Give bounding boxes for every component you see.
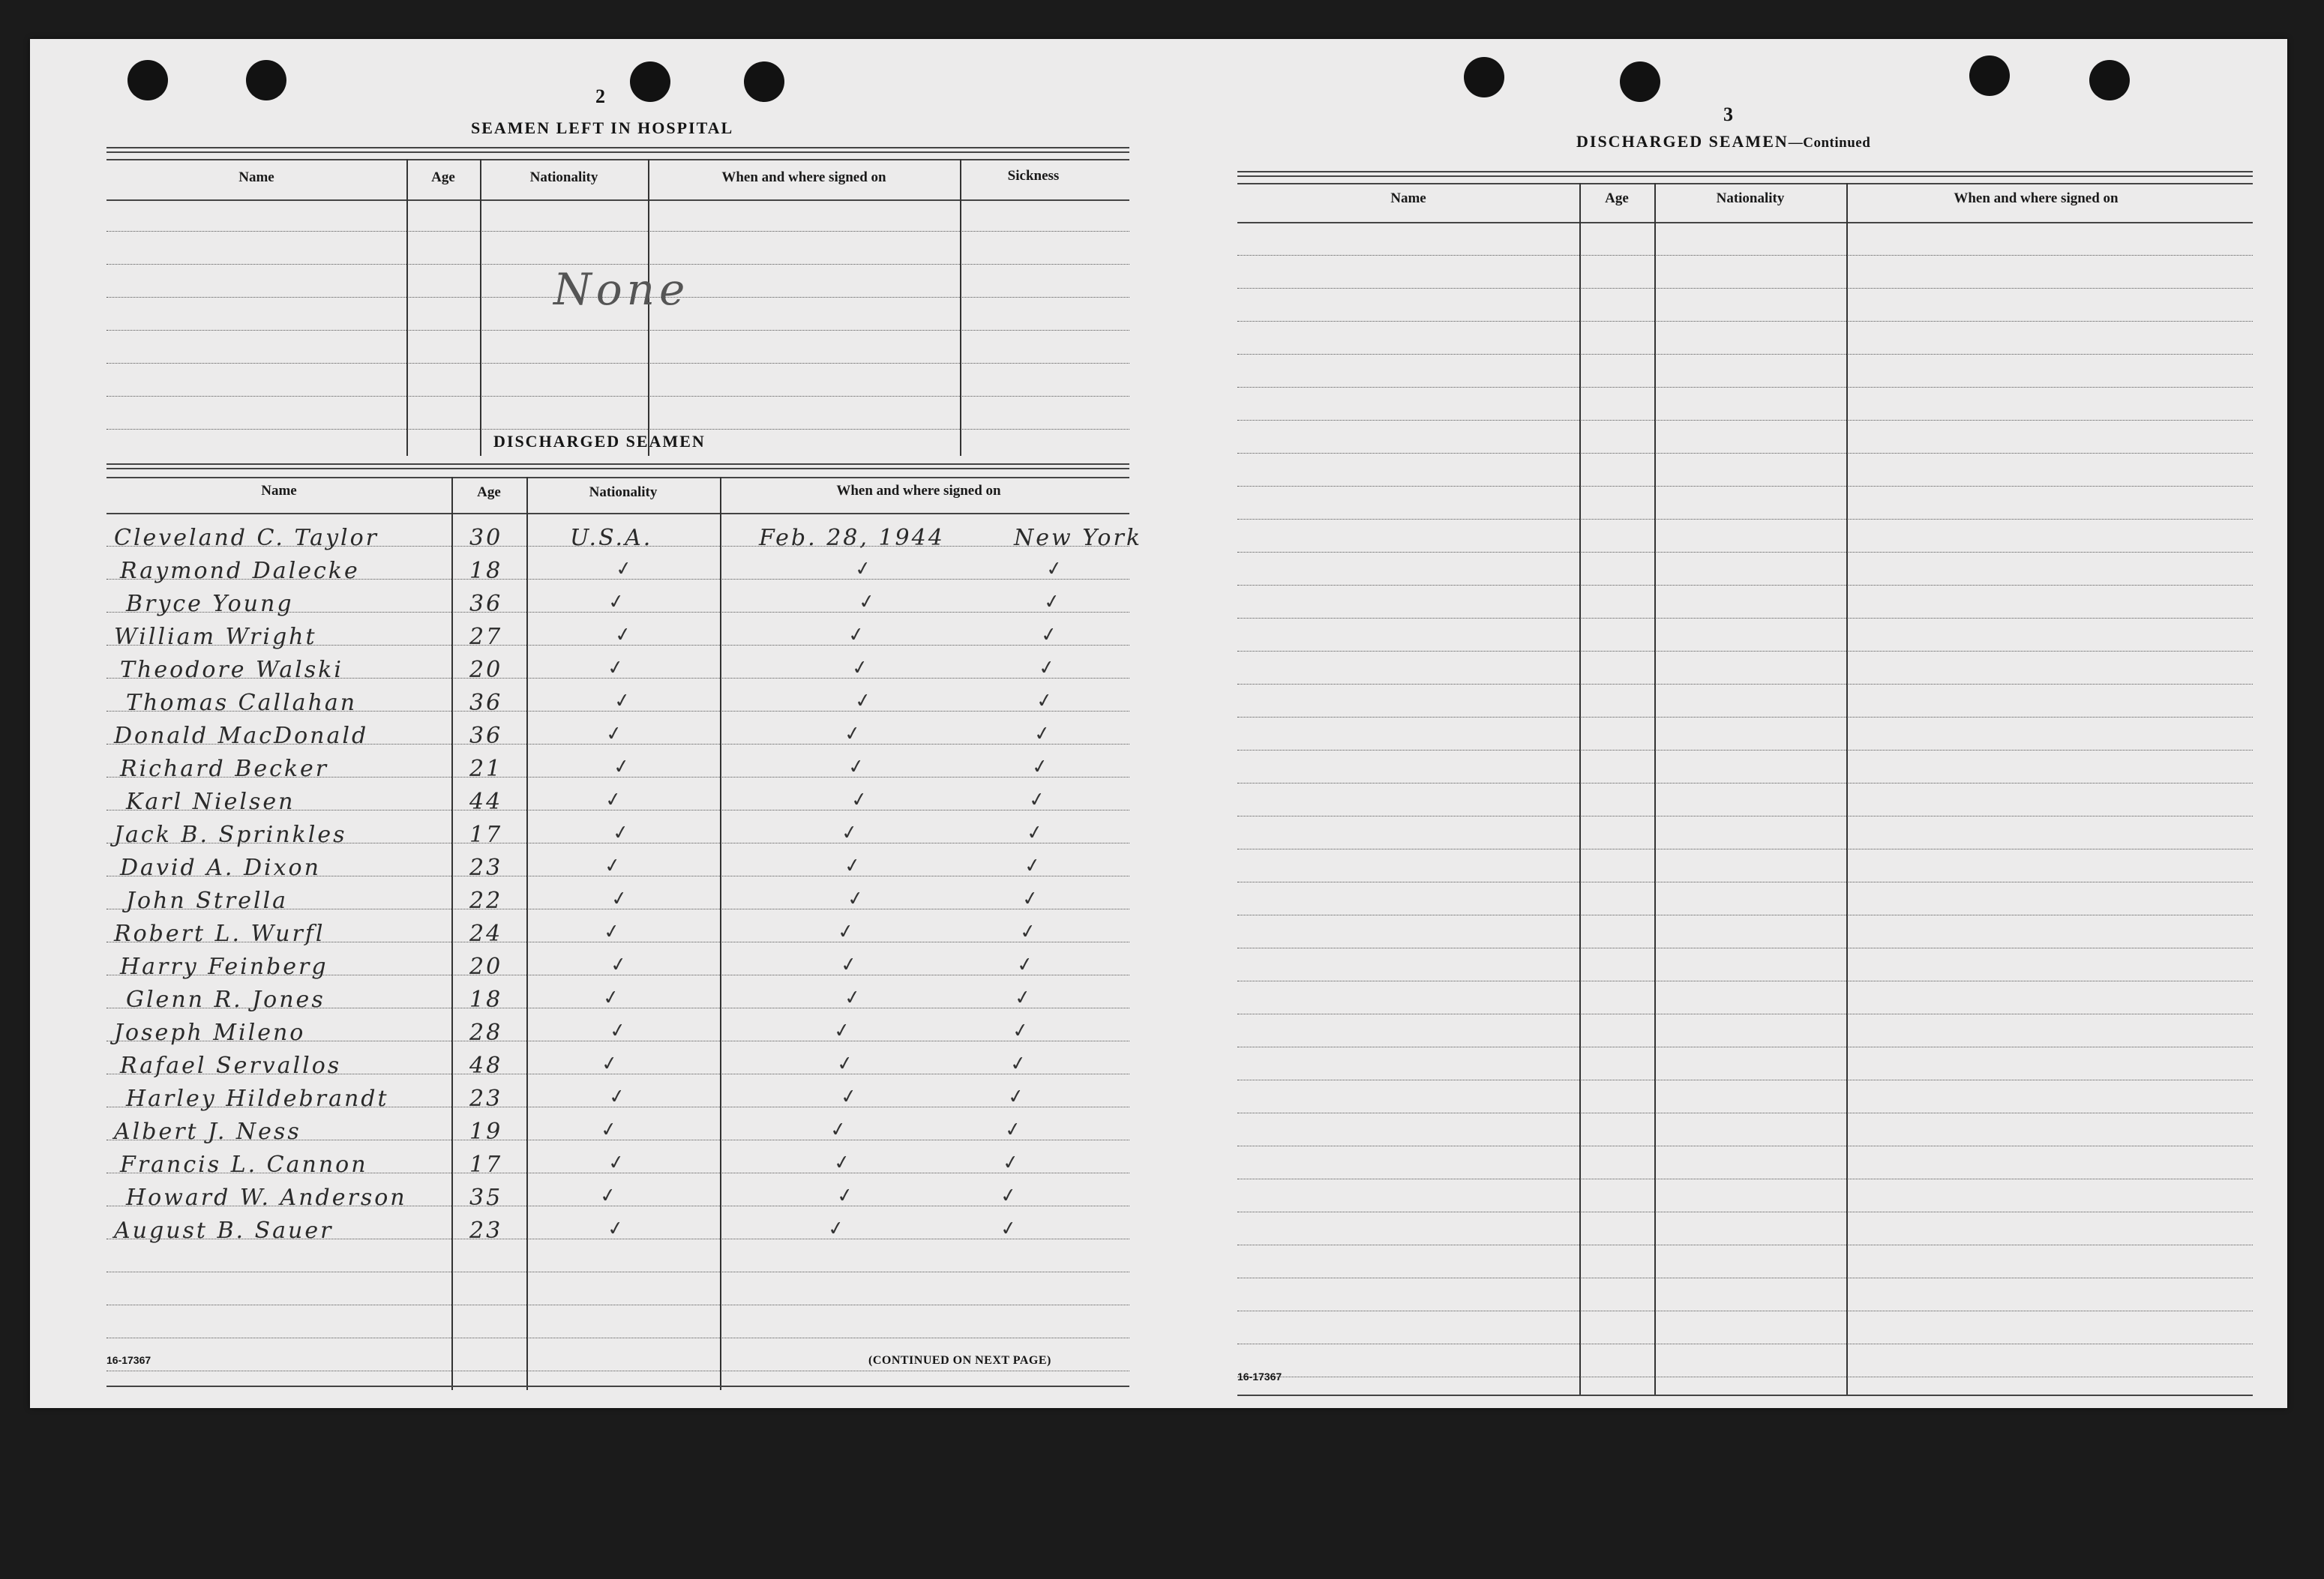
seaman-name: Karl Nielsen <box>126 789 295 815</box>
divider <box>106 159 1129 160</box>
ditto-tick-place: ✓ <box>1001 1150 1021 1176</box>
seaman-name: Raymond Dalecke <box>120 558 360 584</box>
ditto-tick-nationality: ✓ <box>606 1216 625 1242</box>
seaman-age: 35 <box>469 1185 503 1211</box>
divider <box>106 477 1129 478</box>
col-header-age: Age <box>1605 190 1629 206</box>
punch-hole <box>630 61 670 102</box>
ditto-tick-place: ✓ <box>1003 1117 1024 1143</box>
seaman-name: Albert J. Ness <box>114 1119 301 1145</box>
ditto-tick-date: ✓ <box>835 1051 856 1077</box>
ditto-tick-date: ✓ <box>829 1117 848 1143</box>
seaman-name: Jack B. Sprinkles <box>114 822 347 848</box>
ditto-tick-date: ✓ <box>835 1183 855 1209</box>
row-rule <box>1237 717 2253 718</box>
seaman-name: David A. Dixon <box>120 855 321 881</box>
seaman-name: Robert L. Wurfl <box>114 921 325 947</box>
form-number-left: 16-17367 <box>106 1354 151 1366</box>
column-divider <box>720 477 721 1390</box>
seaman-age: 21 <box>469 756 503 782</box>
ditto-tick-nationality: ✓ <box>614 556 634 582</box>
page-number-right: 3 <box>1723 103 1733 125</box>
divider <box>106 513 1129 514</box>
hospital-section-title: SEAMEN LEFT IN HOSPITAL <box>471 118 734 137</box>
ditto-tick-nationality: ✓ <box>601 919 622 945</box>
row-rule <box>1237 453 2253 454</box>
ditto-tick-nationality: ✓ <box>599 1117 619 1143</box>
ditto-tick-date: ✓ <box>850 655 870 681</box>
ditto-tick-place: ✓ <box>1025 820 1045 846</box>
punch-hole <box>1969 55 2010 96</box>
row-rule <box>1237 354 2253 355</box>
ditto-tick-place: ✓ <box>1008 1051 1028 1077</box>
ditto-tick-nationality: ✓ <box>608 1018 628 1044</box>
ditto-tick-date: ✓ <box>850 787 869 813</box>
column-divider <box>1654 183 1656 1396</box>
ditto-tick-date: ✓ <box>832 1018 852 1044</box>
ditto-tick-place: ✓ <box>1018 919 1038 945</box>
seaman-age: 36 <box>469 591 503 617</box>
ditto-tick-place: ✓ <box>1042 589 1062 615</box>
row-rule <box>1237 783 2253 784</box>
divider <box>1237 222 2253 223</box>
ditto-tick-nationality: ✓ <box>600 1051 620 1077</box>
col-header-name: Name <box>1390 190 1426 206</box>
seaman-name: Joseph Mileno <box>114 1020 306 1046</box>
seaman-name: Thomas Callahan <box>126 690 358 716</box>
ditto-tick-date: ✓ <box>853 688 873 714</box>
col-header-sickness: Sickness <box>1007 168 1060 184</box>
seaman-age: 28 <box>469 1020 503 1046</box>
row-rule <box>106 429 1129 430</box>
ditto-tick-date: ✓ <box>839 952 859 978</box>
col-header-signed-on: When and where signed on <box>721 169 886 185</box>
ditto-tick-place: ✓ <box>1030 754 1050 780</box>
seaman-name: Donald MacDonald <box>114 723 369 749</box>
divider <box>1237 1395 2253 1396</box>
row-rule <box>1237 486 2253 487</box>
seaman-name: Harry Feinberg <box>120 954 328 980</box>
row-rule <box>1237 585 2253 586</box>
ditto-tick-place: ✓ <box>999 1216 1018 1242</box>
ditto-tick-date: ✓ <box>835 919 856 945</box>
divider <box>106 147 1129 148</box>
ditto-tick-place: ✓ <box>1027 787 1048 813</box>
seaman-name: Richard Becker <box>120 756 329 782</box>
seaman-age: 23 <box>469 1218 503 1244</box>
divider <box>1237 183 2253 184</box>
row-rule <box>1237 552 2253 553</box>
seaman-age: 20 <box>469 954 503 980</box>
ditto-tick-nationality: ✓ <box>610 820 631 846</box>
divider <box>106 1386 1129 1387</box>
divider <box>106 151 1129 153</box>
ditto-tick-nationality: ✓ <box>606 589 626 615</box>
continued-note: (CONTINUED ON NEXT PAGE) <box>868 1354 1051 1367</box>
seaman-age: 23 <box>469 855 503 881</box>
seaman-age: 24 <box>469 921 503 947</box>
col-header-age: Age <box>431 169 455 185</box>
ditto-tick-place: ✓ <box>1015 952 1036 978</box>
ditto-tick-place: ✓ <box>1023 853 1042 879</box>
ditto-tick-nationality: ✓ <box>610 886 630 912</box>
seaman-age: 17 <box>469 1152 503 1178</box>
seaman-name: Francis L. Cannon <box>120 1152 368 1178</box>
ditto-tick-place: ✓ <box>1020 886 1040 912</box>
column-divider <box>1846 183 1848 1396</box>
seaman-age: 36 <box>469 690 503 716</box>
seaman-age: 48 <box>469 1053 503 1079</box>
ditto-tick-nationality: ✓ <box>604 721 625 747</box>
ditto-tick-place: ✓ <box>1035 688 1054 714</box>
discharged-continued-title <box>1576 132 1870 151</box>
handwritten-none: None <box>553 264 690 315</box>
seaman-age: 22 <box>469 888 503 914</box>
ditto-tick-place: ✓ <box>1013 985 1033 1011</box>
seaman-age: 19 <box>469 1119 503 1145</box>
row-rule <box>1237 684 2253 685</box>
row-rule <box>1237 420 2253 421</box>
page-number-left: 2 <box>595 85 605 107</box>
seaman-age: 27 <box>469 624 503 650</box>
divider <box>106 468 1129 469</box>
ditto-tick-place: ✓ <box>1011 1018 1030 1044</box>
punch-hole <box>2089 60 2130 100</box>
col-header-signed-on: When and where signed on <box>1954 190 2119 206</box>
ditto-tick-date: ✓ <box>843 721 863 747</box>
punch-hole <box>1464 57 1504 97</box>
ditto-tick-nationality: ✓ <box>607 1084 627 1110</box>
ditto-tick-place: ✓ <box>1039 622 1060 648</box>
ditto-tick-nationality: ✓ <box>611 754 631 780</box>
seaman-nationality: U.S.A. <box>570 525 653 551</box>
ditto-tick-nationality: ✓ <box>601 985 621 1011</box>
ditto-tick-nationality: ✓ <box>613 622 633 648</box>
col-header-nationality: Nationality <box>1716 190 1785 206</box>
ditto-tick-date: ✓ <box>843 853 862 879</box>
row-rule <box>1237 321 2253 322</box>
signed-on-place: New York <box>1014 525 1142 551</box>
seaman-name: Theodore Walski <box>120 657 343 683</box>
punch-hole <box>744 61 784 102</box>
col-header-name: Name <box>238 169 274 185</box>
seaman-name: Howard W. Anderson <box>126 1185 407 1211</box>
col-header-age: Age <box>477 484 501 500</box>
seaman-name: August B. Sauer <box>114 1218 334 1244</box>
column-divider <box>406 159 408 456</box>
seaman-name: Harley Hildebrandt <box>126 1086 389 1112</box>
row-rule <box>1237 651 2253 652</box>
signed-on-date: Feb. 28, 1944 <box>759 525 945 551</box>
divider <box>106 463 1129 465</box>
row-rule <box>1237 519 2253 520</box>
seaman-age: 23 <box>469 1086 503 1112</box>
seaman-age: 20 <box>469 657 503 683</box>
seaman-name: John Strella <box>126 888 289 914</box>
column-divider <box>960 159 961 456</box>
row-rule <box>106 363 1129 364</box>
ditto-tick-nationality: ✓ <box>609 952 628 978</box>
column-divider <box>480 159 481 456</box>
row-rule <box>1237 618 2253 619</box>
seaman-name: Cleveland C. Taylor <box>114 525 379 551</box>
title-suffix: —Continued <box>1788 135 1871 151</box>
ditto-tick-date: ✓ <box>846 754 866 780</box>
seaman-age: 36 <box>469 723 503 749</box>
ditto-tick-place: ✓ <box>1032 721 1052 747</box>
ditto-tick-place: ✓ <box>999 1183 1018 1209</box>
title-main: DISCHARGED SEAMEN <box>1576 132 1789 151</box>
row-rule <box>1237 255 2253 256</box>
ditto-tick-place: ✓ <box>1006 1084 1026 1110</box>
ditto-tick-nationality: ✓ <box>606 1150 626 1176</box>
ditto-tick-date: ✓ <box>826 1216 846 1242</box>
row-rule <box>106 231 1129 232</box>
col-header-nationality: Nationality <box>589 484 658 500</box>
row-rule <box>1237 288 2253 289</box>
punch-hole <box>1620 61 1660 102</box>
ditto-tick-date: ✓ <box>847 622 866 648</box>
ditto-tick-nationality: ✓ <box>604 787 623 813</box>
row-rule <box>106 396 1129 397</box>
ditto-tick-place: ✓ <box>1044 556 1064 582</box>
ditto-tick-date: ✓ <box>856 589 877 615</box>
seaman-age: 30 <box>469 525 503 551</box>
ditto-tick-nationality: ✓ <box>613 688 632 714</box>
seaman-age: 18 <box>469 558 503 584</box>
column-divider <box>526 477 528 1390</box>
ditto-tick-date: ✓ <box>853 556 874 582</box>
ditto-tick-date: ✓ <box>838 1084 859 1110</box>
seaman-name: Rafael Servallos <box>120 1053 342 1079</box>
column-divider <box>1579 183 1581 1396</box>
col-header-signed-on: When and where signed on <box>836 483 1001 499</box>
document-page <box>30 39 2287 1408</box>
seaman-age: 17 <box>469 822 503 848</box>
row-rule <box>1237 750 2253 751</box>
column-divider <box>451 477 453 1390</box>
punch-hole <box>246 60 286 100</box>
seaman-name: Bryce Young <box>126 591 294 617</box>
ditto-tick-date: ✓ <box>832 1150 852 1176</box>
seaman-name: William Wright <box>114 624 317 650</box>
ditto-tick-date: ✓ <box>842 985 862 1011</box>
ditto-tick-date: ✓ <box>839 820 859 846</box>
divider <box>1237 175 2253 177</box>
divider <box>1237 171 2253 172</box>
ditto-tick-nationality: ✓ <box>598 1183 618 1209</box>
col-header-name: Name <box>261 483 297 499</box>
ditto-tick-nationality: ✓ <box>605 655 625 681</box>
seaman-name: Glenn R. Jones <box>126 987 325 1013</box>
form-number-right: 16-17367 <box>1237 1371 1282 1383</box>
col-header-nationality: Nationality <box>529 169 598 185</box>
seaman-age: 44 <box>469 789 503 815</box>
ditto-tick-place: ✓ <box>1037 655 1057 681</box>
divider <box>106 199 1129 201</box>
row-rule <box>106 330 1129 331</box>
seaman-age: 18 <box>469 987 503 1013</box>
row-rule <box>1237 387 2253 388</box>
ditto-tick-date: ✓ <box>846 886 866 912</box>
punch-hole <box>127 60 168 100</box>
ditto-tick-nationality: ✓ <box>603 853 622 879</box>
discharged-section-title: DISCHARGED SEAMEN <box>493 432 706 451</box>
